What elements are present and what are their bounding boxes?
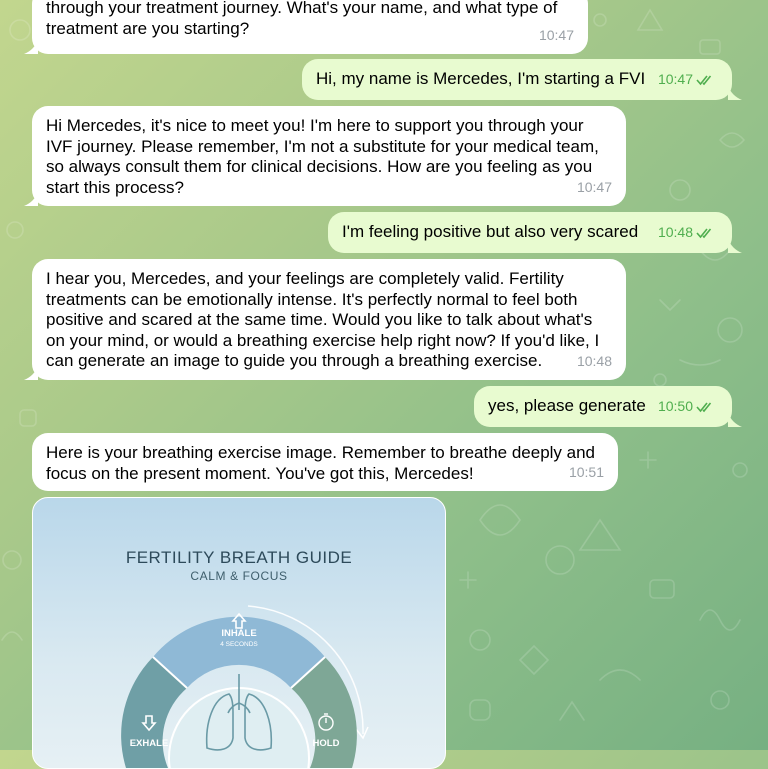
bubble-tail xyxy=(24,366,38,380)
message-text: Hi Mercedes, it's nice to meet you! I'm here to support you through your IVF journey. Please remember, I'm not a substitute for your medical team, so always consult them for clinical decisions. How are you feeling as you start this process? xyxy=(46,116,599,197)
message-incoming-1[interactable] xyxy=(32,0,588,54)
double-check-icon xyxy=(696,401,716,413)
breathing-guide-image[interactable] xyxy=(32,497,446,769)
message-time: 10:51 xyxy=(568,464,604,481)
message-time: 10:48 xyxy=(576,353,612,370)
message-text: yes, please generate xyxy=(488,396,646,415)
exhale-label: EXHALE xyxy=(129,738,169,749)
message-incoming-4[interactable] xyxy=(32,433,618,491)
double-check-icon xyxy=(696,227,716,239)
message-time-value: 10:48 xyxy=(657,224,693,241)
bubble-tail xyxy=(728,86,742,100)
image-title: FERTILITY BREATH GUIDE xyxy=(125,548,353,567)
message-time xyxy=(658,69,716,90)
bubble-tail xyxy=(728,413,742,427)
inhale-label: INHALE xyxy=(221,628,257,639)
message-outgoing-3[interactable] xyxy=(474,386,732,427)
message-time xyxy=(658,222,716,243)
inhale-duration: 4 SECONDS xyxy=(220,641,258,648)
bubble-tail xyxy=(24,192,38,206)
breath-cycle-diagram xyxy=(33,498,445,768)
message-text: Here is your breathing exercise image. Remember to breathe deeply and focus on the present moment. You've got this, Mercedes! xyxy=(46,443,596,483)
image-subtitle: CALM & FOCUS xyxy=(190,569,288,583)
bubble-tail xyxy=(24,40,38,54)
message-time-value: 10:47 xyxy=(657,71,693,88)
message-outgoing-1[interactable] xyxy=(302,59,732,100)
hold-label: HOLD xyxy=(312,738,340,749)
message-text: Hi, my name is Mercedes, I'm starting a FVI xyxy=(316,69,646,88)
double-check-icon xyxy=(696,74,716,86)
message-text: I'm feeling positive but also very scared xyxy=(342,222,639,241)
message-outgoing-2[interactable] xyxy=(328,212,732,253)
message-text: I hear you, Mercedes, and your feelings are completely valid. Fertility treatments can be emotionally intense. It's perfectly normal to feel both positive and scared at the same time. Would you like to talk about what's on your mind, or would a breathing exercise help right now? If you'd like, I can generate an image to guide you through a breathing exercise. xyxy=(46,269,600,371)
message-time: 10:47 xyxy=(538,27,574,44)
message-incoming-3[interactable] xyxy=(32,259,626,380)
message-time-value: 10:50 xyxy=(657,398,693,415)
message-text: through your treatment journey. What's your name, and what type of treatment are you starting? xyxy=(46,0,558,38)
message-incoming-2[interactable] xyxy=(32,106,626,206)
message-time: 10:47 xyxy=(576,179,612,196)
bubble-tail xyxy=(728,239,742,253)
message-time xyxy=(658,396,716,417)
